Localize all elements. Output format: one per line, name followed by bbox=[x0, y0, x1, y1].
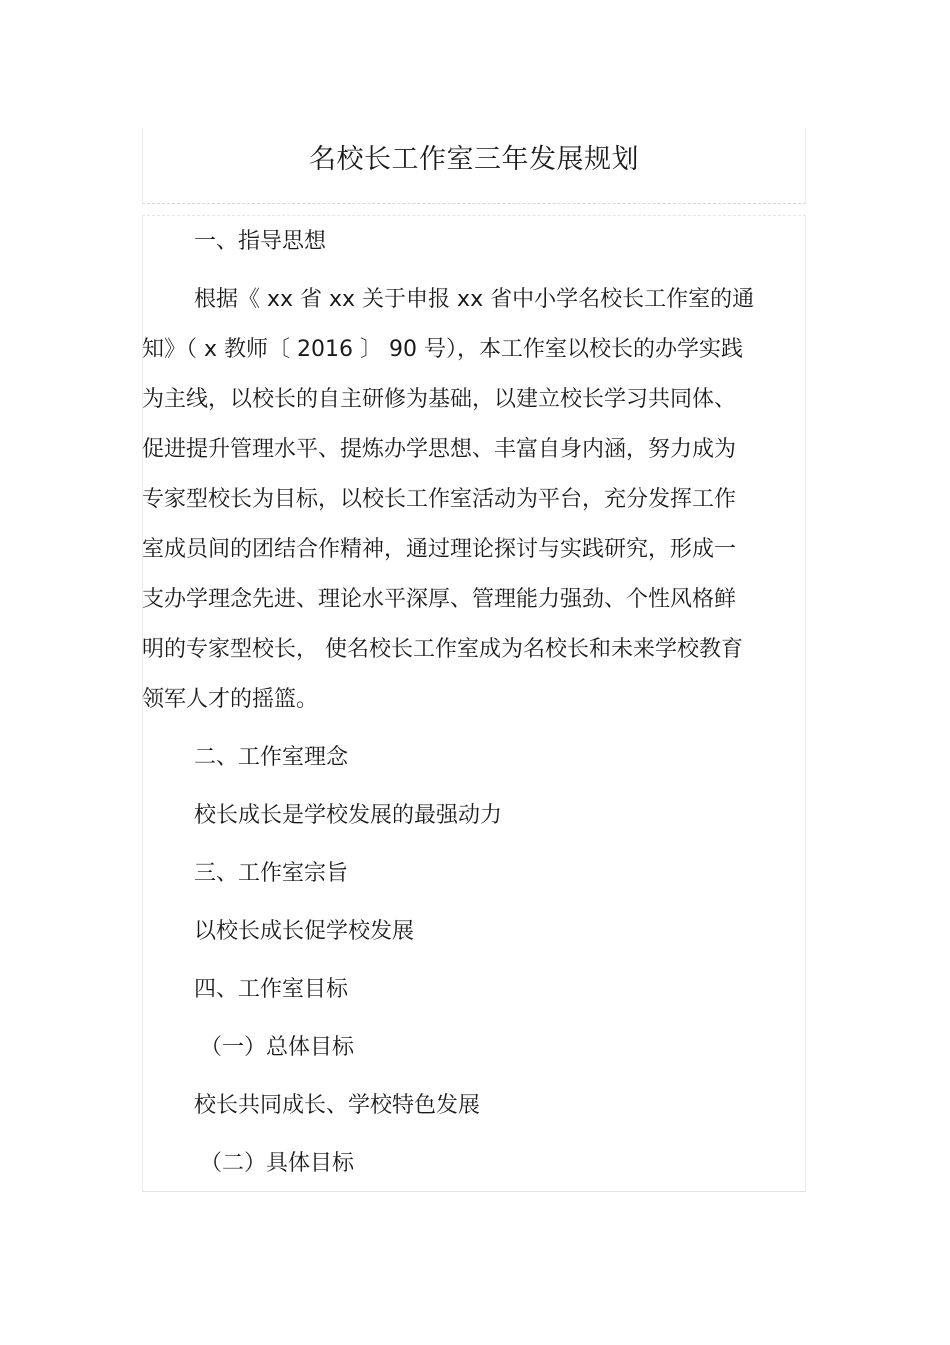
subheading-specific-goals: （二）具体目标 bbox=[200, 1151, 355, 1176]
paragraph-line: 知》（ x 教师〔 2016 〕 90 号），本工作室以校长的办学实践 bbox=[142, 337, 743, 362]
paragraph-line: 支办学理念先进、理论水平深厚、管理能力强劲、个性风格鲜 bbox=[142, 587, 737, 612]
document-title: 名校长工作室三年发展规划 bbox=[309, 144, 639, 175]
paragraph-line: 明的专家型校长， 使名校长工作室成为名校长和未来学校教育 bbox=[142, 637, 743, 662]
paragraph-line: 促进提升管理水平、提炼办学思想、丰富自身内涵，努力成为 bbox=[142, 437, 737, 462]
heading-studio-purpose: 三、工作室宗旨 bbox=[194, 861, 349, 886]
paragraph-line: 根据《 xx 省 xx 关于申报 xx 省中小学名校长工作室的通 bbox=[194, 287, 755, 312]
overall-goal-text: 校长共同成长、学校特色发展 bbox=[194, 1093, 481, 1118]
heading-guiding-ideology: 一、指导思想 bbox=[194, 229, 327, 254]
title-frame bbox=[142, 128, 806, 204]
heading-studio-goals: 四、工作室目标 bbox=[194, 977, 349, 1002]
paragraph-line: 专家型校长为目标，以校长工作室活动为平台，充分发挥工作 bbox=[142, 487, 737, 512]
subheading-overall-goal: （一）总体目标 bbox=[200, 1035, 355, 1060]
paragraph-line: 为主线，以校长的自主研修为基础，以建立校长学习共同体、 bbox=[142, 387, 737, 412]
paragraph-line: 室成员间的团结合作精神，通过理论探讨与实践研究，形成一 bbox=[142, 537, 737, 562]
paragraph-line: 领军人才的摇篮。 bbox=[142, 687, 319, 712]
philosophy-text: 校长成长是学校发展的最强动力 bbox=[194, 803, 503, 828]
heading-studio-philosophy: 二、工作室理念 bbox=[194, 745, 349, 770]
purpose-text: 以校长成长促学校发展 bbox=[194, 919, 415, 944]
